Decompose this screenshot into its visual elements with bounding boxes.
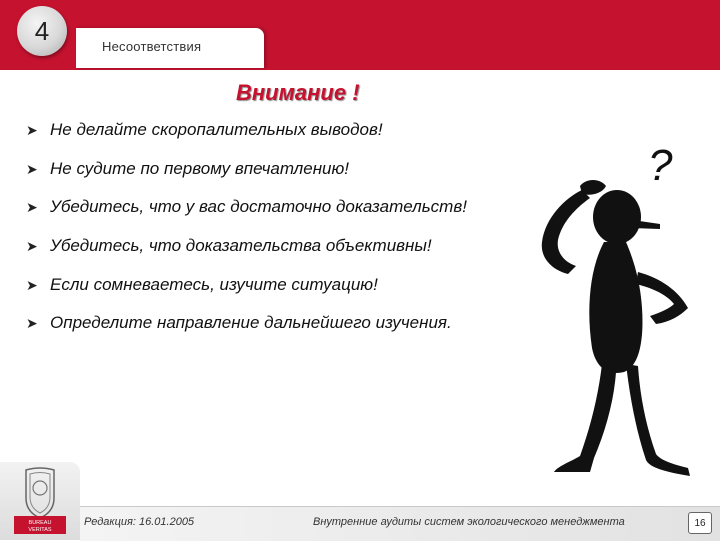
arrow-bullet-icon: ➤ bbox=[26, 122, 38, 138]
bullet-text: Убедитесь, что у вас достаточно доказательств! bbox=[50, 197, 467, 217]
bullet-text: Определите направление дальнейшего изучения. bbox=[50, 313, 452, 333]
bullet-list bbox=[26, 120, 566, 352]
section-title: Несоответствия bbox=[102, 39, 202, 54]
page-number-badge: 16 bbox=[688, 512, 712, 534]
footer-course-title: Внутренние аудиты систем экологического менеджмента bbox=[313, 516, 625, 528]
list-item bbox=[26, 120, 566, 159]
arrow-bullet-icon: ➤ bbox=[26, 199, 38, 216]
chapter-number-badge: 4 bbox=[17, 6, 67, 56]
list-item bbox=[26, 236, 566, 275]
slide-heading: Внимание ! bbox=[236, 80, 360, 105]
section-tab bbox=[76, 28, 264, 68]
list-item bbox=[26, 275, 566, 314]
question-mark-icon: ? bbox=[648, 141, 673, 190]
bullet-text: Если сомневаетесь, изучите ситуацию! bbox=[50, 274, 378, 294]
list-item bbox=[26, 313, 566, 352]
footer-edition-date: Редакция: 16.01.2005 bbox=[84, 516, 195, 528]
arrow-bullet-icon: ➤ bbox=[26, 315, 38, 332]
list-item bbox=[26, 197, 566, 236]
thinking-stick-figure-illustration bbox=[520, 138, 720, 488]
bullet-text: Не делайте скоропалительных выводов! bbox=[50, 120, 383, 139]
arrow-bullet-icon: ➤ bbox=[26, 276, 38, 293]
bureau-veritas-logo bbox=[0, 462, 80, 540]
list-item bbox=[26, 159, 566, 198]
bullet-text: Убедитесь, что доказательства объективны! bbox=[50, 236, 432, 256]
bullet-text: Не судите по первому впечатлению! bbox=[50, 158, 350, 178]
svg-text:VERITAS: VERITAS bbox=[28, 527, 52, 533]
arrow-bullet-icon: ➤ bbox=[26, 160, 38, 177]
footer-logo-panel bbox=[0, 462, 80, 540]
arrow-bullet-icon: ➤ bbox=[26, 238, 38, 255]
svg-text:BUREAU: BUREAU bbox=[28, 520, 52, 526]
